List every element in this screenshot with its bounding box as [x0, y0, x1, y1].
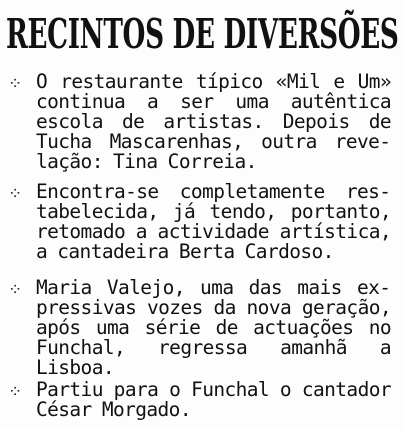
news-item-text: Encontra-se completamente restabelecida, já tendo, portanto, retomado a actividade artística, a cantadeira Berta Cardoso. — [36, 182, 391, 263]
news-item-text: Maria Valejo, uma das mais expressivas vozes da nova geração, após uma série de actuações no Funchal, regressa amanhã a Lisboa. — [36, 278, 391, 379]
bullet-ornament-icon: ⁘ — [8, 382, 23, 402]
bullet-ornament-icon: ⁘ — [8, 184, 23, 204]
bullet-ornament-icon: ⁘ — [8, 280, 23, 300]
news-item-text: O restaurante típico «Mil e Um» continua a ser uma autêntica escola de artistas. Depois de Tucha Mascarenhas, outra revelação: Tina Correia. — [36, 72, 391, 173]
headline: RECINTOS DE DIVERSÕES — [6, 10, 399, 58]
bullet-ornament-icon: ⁘ — [8, 74, 23, 94]
news-item-text: Partiu para o Funchal o cantador César Morgado. — [36, 380, 391, 421]
